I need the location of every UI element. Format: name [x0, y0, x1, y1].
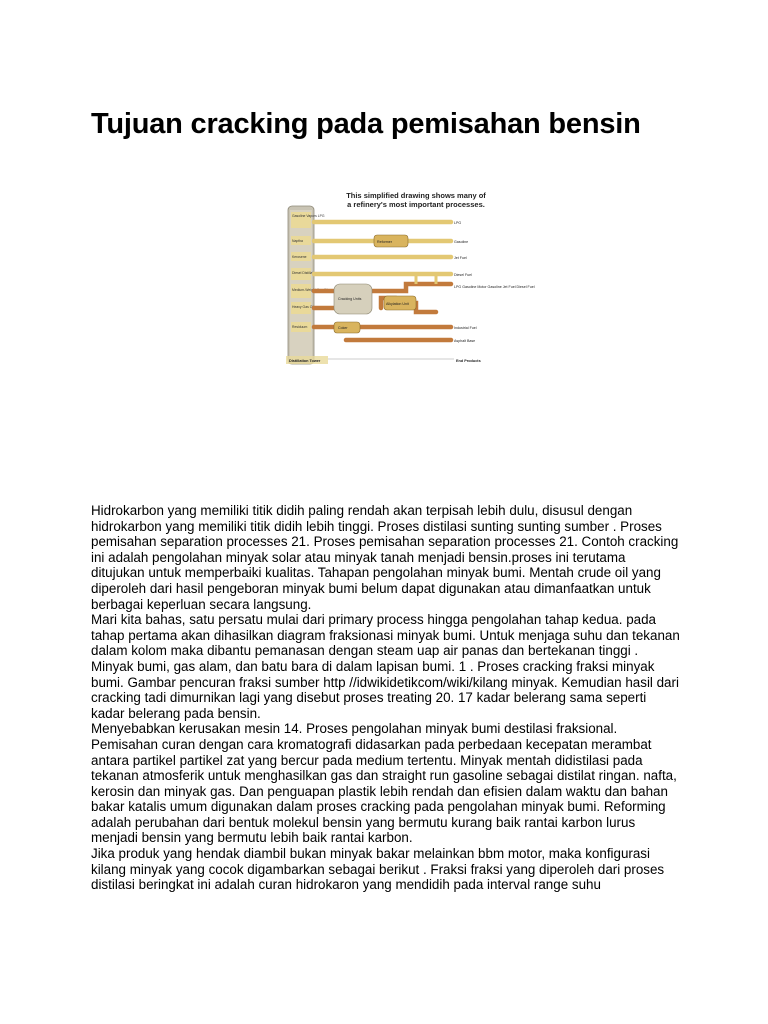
fraction-label: Naptha	[292, 239, 303, 243]
diagram-caption-line1: This simplified drawing shows many of	[346, 191, 486, 200]
fraction-label: Residuum	[292, 325, 308, 329]
product-label: Asphalt Base	[454, 339, 476, 343]
fraction-label: Heavy Gas Oil	[292, 305, 314, 309]
fraction-label: Medium-Weight Gas Oil	[292, 288, 328, 292]
unit-label: Alkylation Unit	[386, 302, 409, 306]
product-label: Jet Fuel	[454, 256, 467, 260]
fraction-label: Gasoline Vapors LPG	[292, 214, 325, 218]
paragraph: Jika produk yang hendak diambil bukan minyak bakar melainkan bbm motor, maka konfigurasi kilang minyak yang cocok digambarkan sebagai berikut . Fraksi fraksi yang diperoleh dari proses distilasi beringkat ini adalah curan hidrokaron yang mendidih pada interval range suhu	[91, 846, 665, 893]
fraction-label: Diesel Distillate	[292, 271, 316, 275]
product-label: Gasoline	[454, 240, 469, 244]
end-products-label: End Products	[456, 359, 481, 363]
product-label: LPG Gasoline Motor Gasoline Jet Fuel Diesel Fuel	[454, 285, 535, 289]
fraction-label: Kerosene	[292, 255, 307, 259]
unit-label: Coker	[338, 326, 348, 330]
product-label: Diesel Fuel	[454, 273, 472, 277]
tower-label: Distillation Tower	[289, 359, 321, 363]
paragraph: Menyebabkan kerusakan mesin 14. Proses pengolahan minyak bumi destilasi fraksional. Pemisahan curan dengan cara kromatografi didasarkan pada perbedaan kecepatan merambat antara partikel partikel zat yang bercur pada medium tertentu. Minyak mentah didistilasi pada tekanan atmosferik untuk menghasilkan gas dan straight run gasoline sebagai distilat ringan. nafta, kerosin dan minyak gas. Dan penguapan plastik lebih rendah dan efisien dalam waktu dan bahan bakar katalis umum digunakan dalam proses cracking pada pengolahan minyak bumi. Reforming adalah perubahan dari bentuk molekul bensin yang bermutu kurang baik rantai karbon lurus menjadi bensin yang bermutu lebih baik rantai karbon.	[91, 721, 677, 846]
paragraph: Hidrokarbon yang memiliki titik didih paling rendah akan terpisah lebih dulu, disusul dengan hidrokarbon yang memiliki titik didih lebih tinggi. Proses distilasi sunting sunting sumber . Proses pemisahan separation processes 21. Proses pemisahan separation processes 21. Contoh cracking ini adalah pengolahan minyak solar atau minyak tanah menjadi bensin.proses ini terutama ditujukan untuk memperbaiki kualitas. Tahapan pengolahan minyak bumi. Mentah crude oil yang diperoleh dari hasil pengeboran minyak bumi belum dapat digunakan atau dimanfaatkan untuk berbagai keperluan secara langsung.	[91, 503, 679, 612]
paragraph: Mari kita bahas, satu persatu mulai dari primary process hingga pengolahan tahap kedua. pada tahap pertama akan dihasilkan diagram fraksionasi minyak bumi. Untuk menjaga suhu dan tekanan dalam kolom maka dibantu pemanasan dengan steam uap air panas dan bertekanan tinggi . Minyak bumi, gas alam, dan batu bara di dalam lapisan bumi. 1 . Proses cracking fraksi minyak bumi. Gambar pencuran fraksi sumber http //idwikidetikcom/wiki/kilang minyak. Kemudian hasil dari cracking tadi dimurnikan lagi yang disebut proses treating 20. 17 kadar belerang sama seperti kadar belerang pada bensin.	[91, 612, 680, 721]
unit-label: Reformer	[377, 240, 392, 244]
product-label: Industrial Fuel	[454, 326, 477, 330]
product-label: LPG	[454, 221, 462, 225]
unit-label: Cracking Units	[338, 297, 362, 301]
page-title: Tujuan cracking pada pemisahan bensin	[91, 108, 641, 140]
diagram-caption-line2: a refinery's most important processes.	[347, 200, 485, 209]
body-text	[91, 503, 681, 893]
refinery-diagram	[286, 188, 535, 366]
